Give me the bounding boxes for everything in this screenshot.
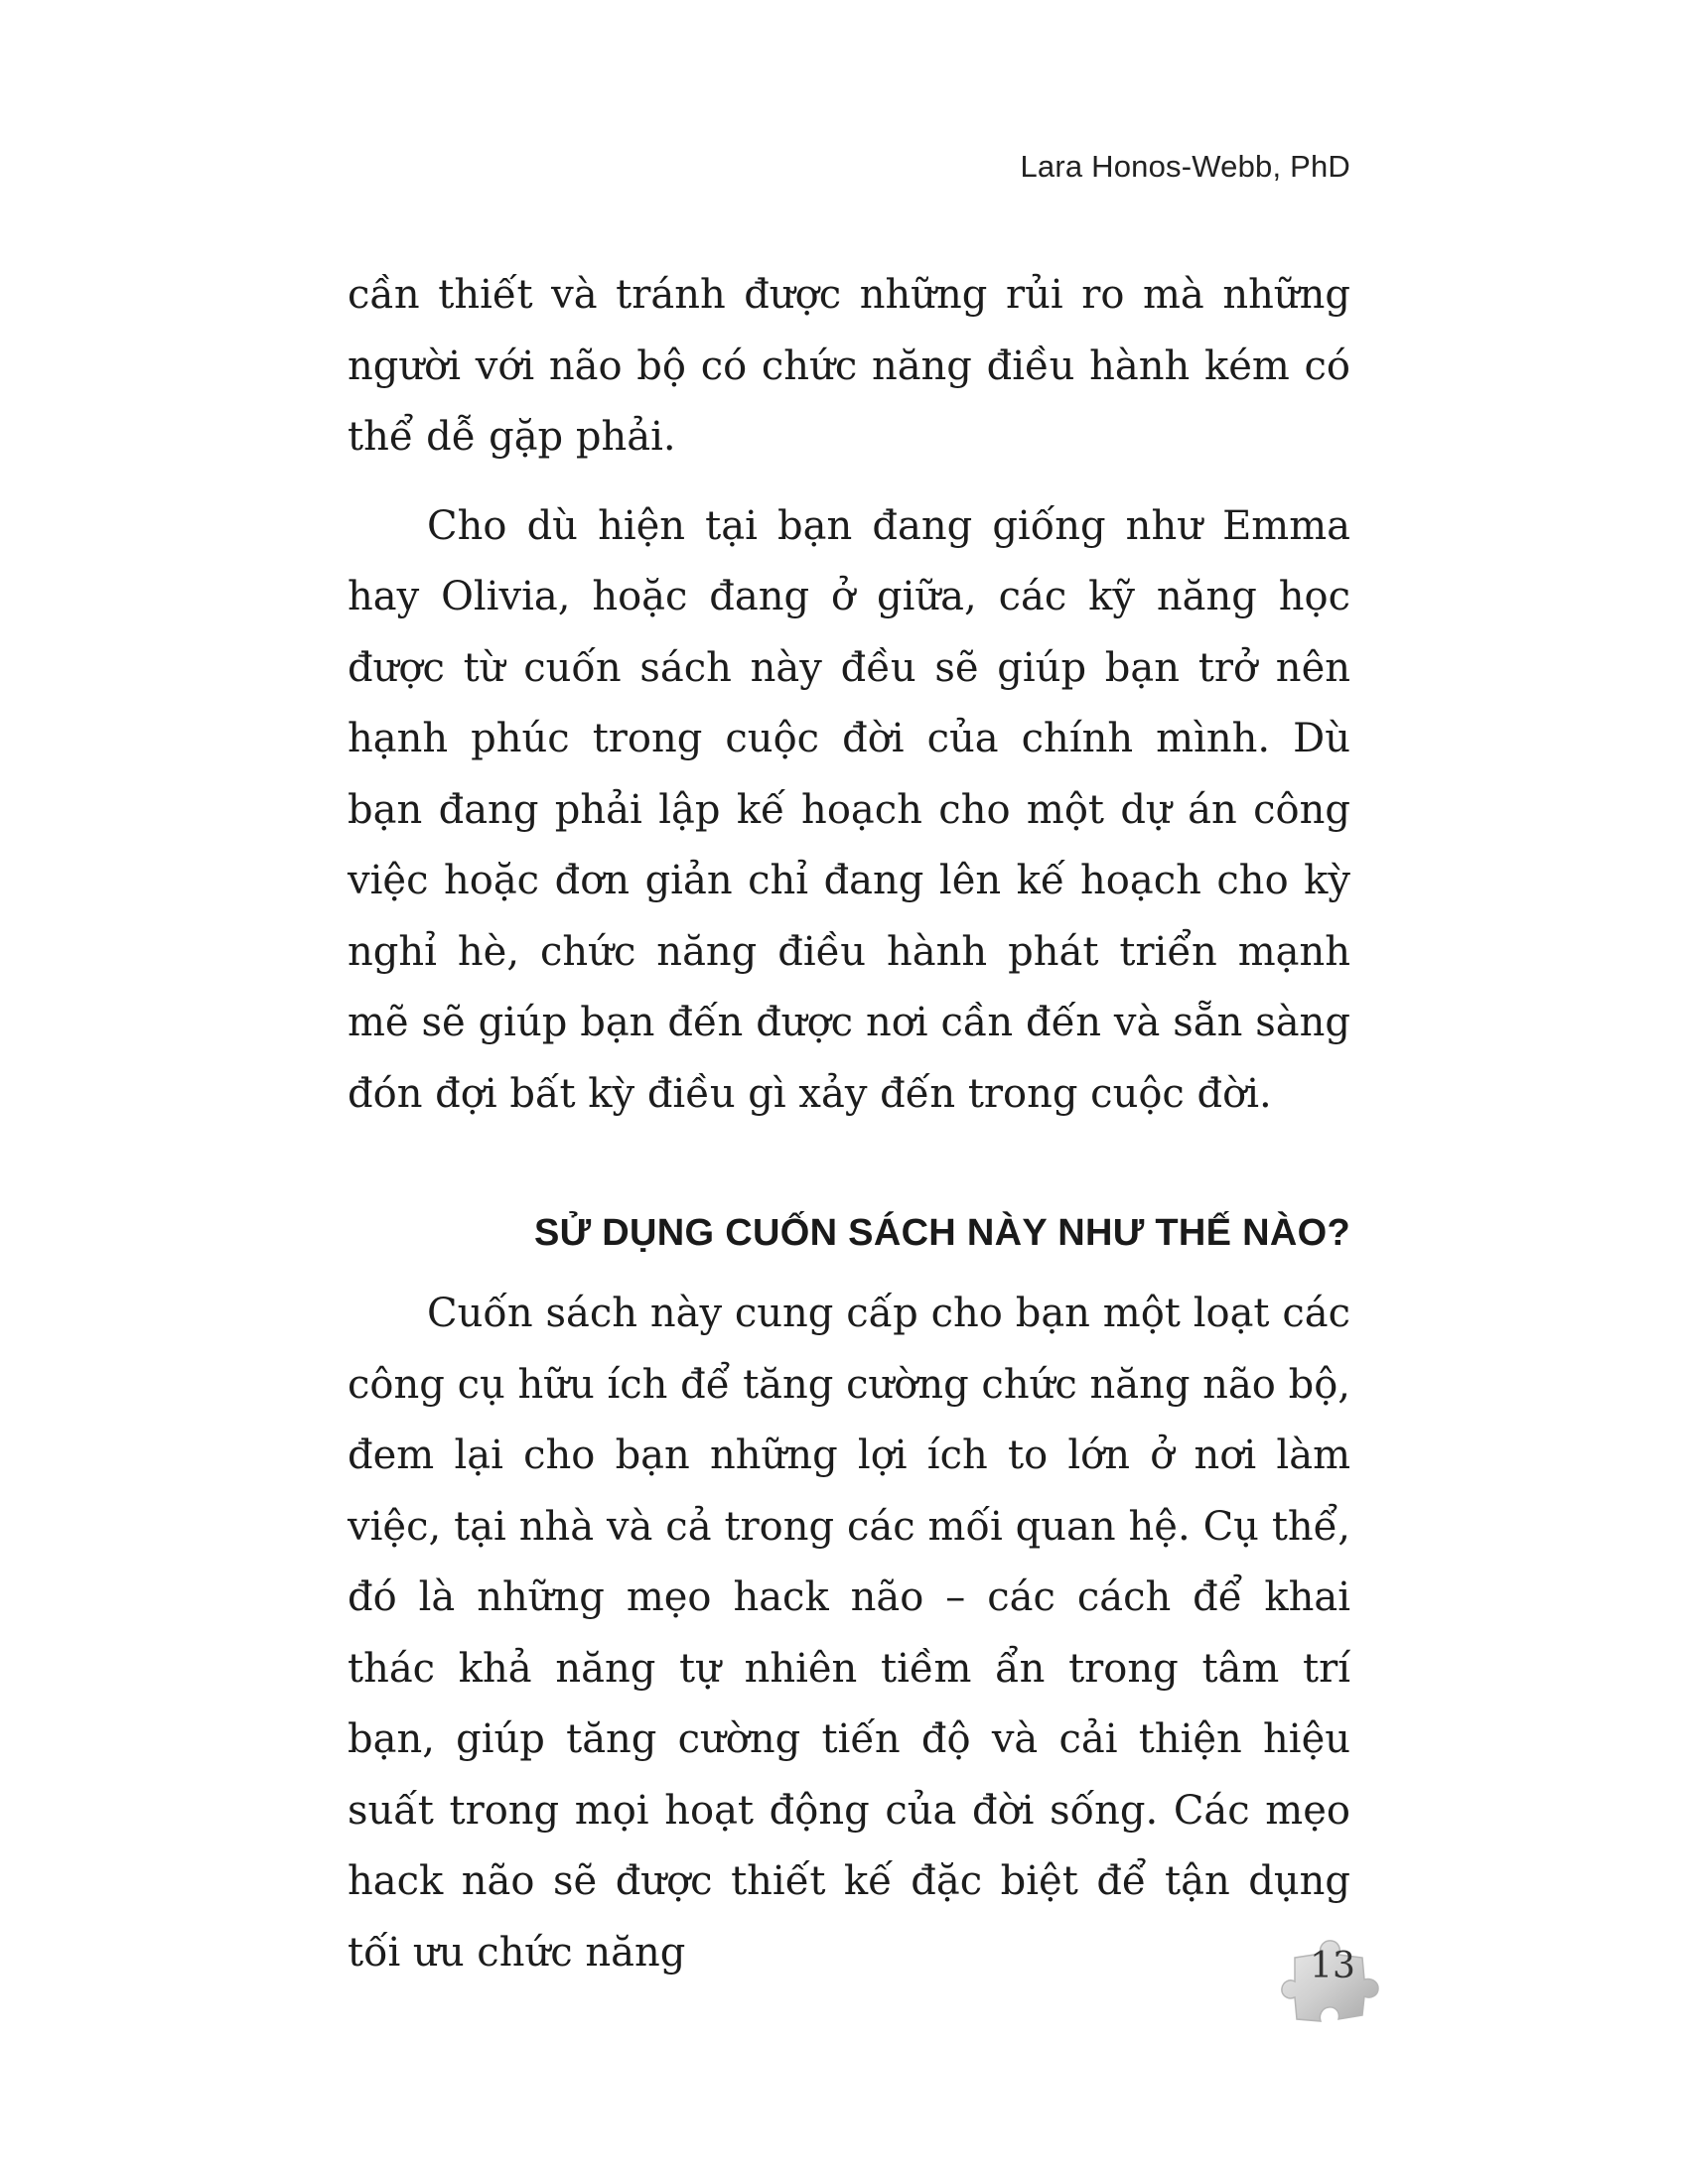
running-header-author: Lara Honos-Webb, PhD [1020,149,1350,184]
paragraph-continuation: cần thiết và tránh được những rủi ro mà những người với não bộ có chức năng điều hành kém có thể dễ gặp phải. [348,272,1350,460]
paragraph-emma-olivia: Cho dù hiện tại bạn đang giống như Emma hay Olivia, hoặc đang ở giữa, các kỹ năng học được từ cuốn sách này đều sẽ giúp bạn trở nên hạnh phúc trong cuộc đời của chính mình. Dù bạn đang phải lập kế hoạch cho một dự án công việc hoặc đơn giản chỉ đang lên kế hoạch cho kỳ nghỉ hè, chức năng điều hành phát triển mạnh mẽ sẽ giúp bạn đến được nơi cần đến và sẵn sàng đón đợi bất kỳ điều gì xảy đến trong cuộc đời. [348,502,1350,1117]
page-body [348,260,1350,1988]
page-number-badge [1277,1936,1386,2025]
paragraph-how-to-use: Cuốn sách này cung cấp cho bạn một loạt các công cụ hữu ích để tăng cường chức năng não bộ, đem lại cho bạn những lợi ích to lớn ở nơi làm việc, tại nhà và cả trong các mối quan hệ. Cụ thể, đó là những mẹo hack não – các cách để khai thác khả năng tự nhiên tiềm ẩn trong tâm trí bạn, giúp tăng cường tiến độ và cải thiện hiệu suất trong mọi hoạt động của đời sống. Các mẹo hack não sẽ được thiết kế đặc biệt để tận dụng tối ưu chức năng [348,1291,1350,1976]
page-number: 13 [1310,1946,1355,1986]
section-heading: SỬ DỤNG CUỐN SÁCH NÀY NHƯ THẾ NÀO? [533,1212,1350,1254]
